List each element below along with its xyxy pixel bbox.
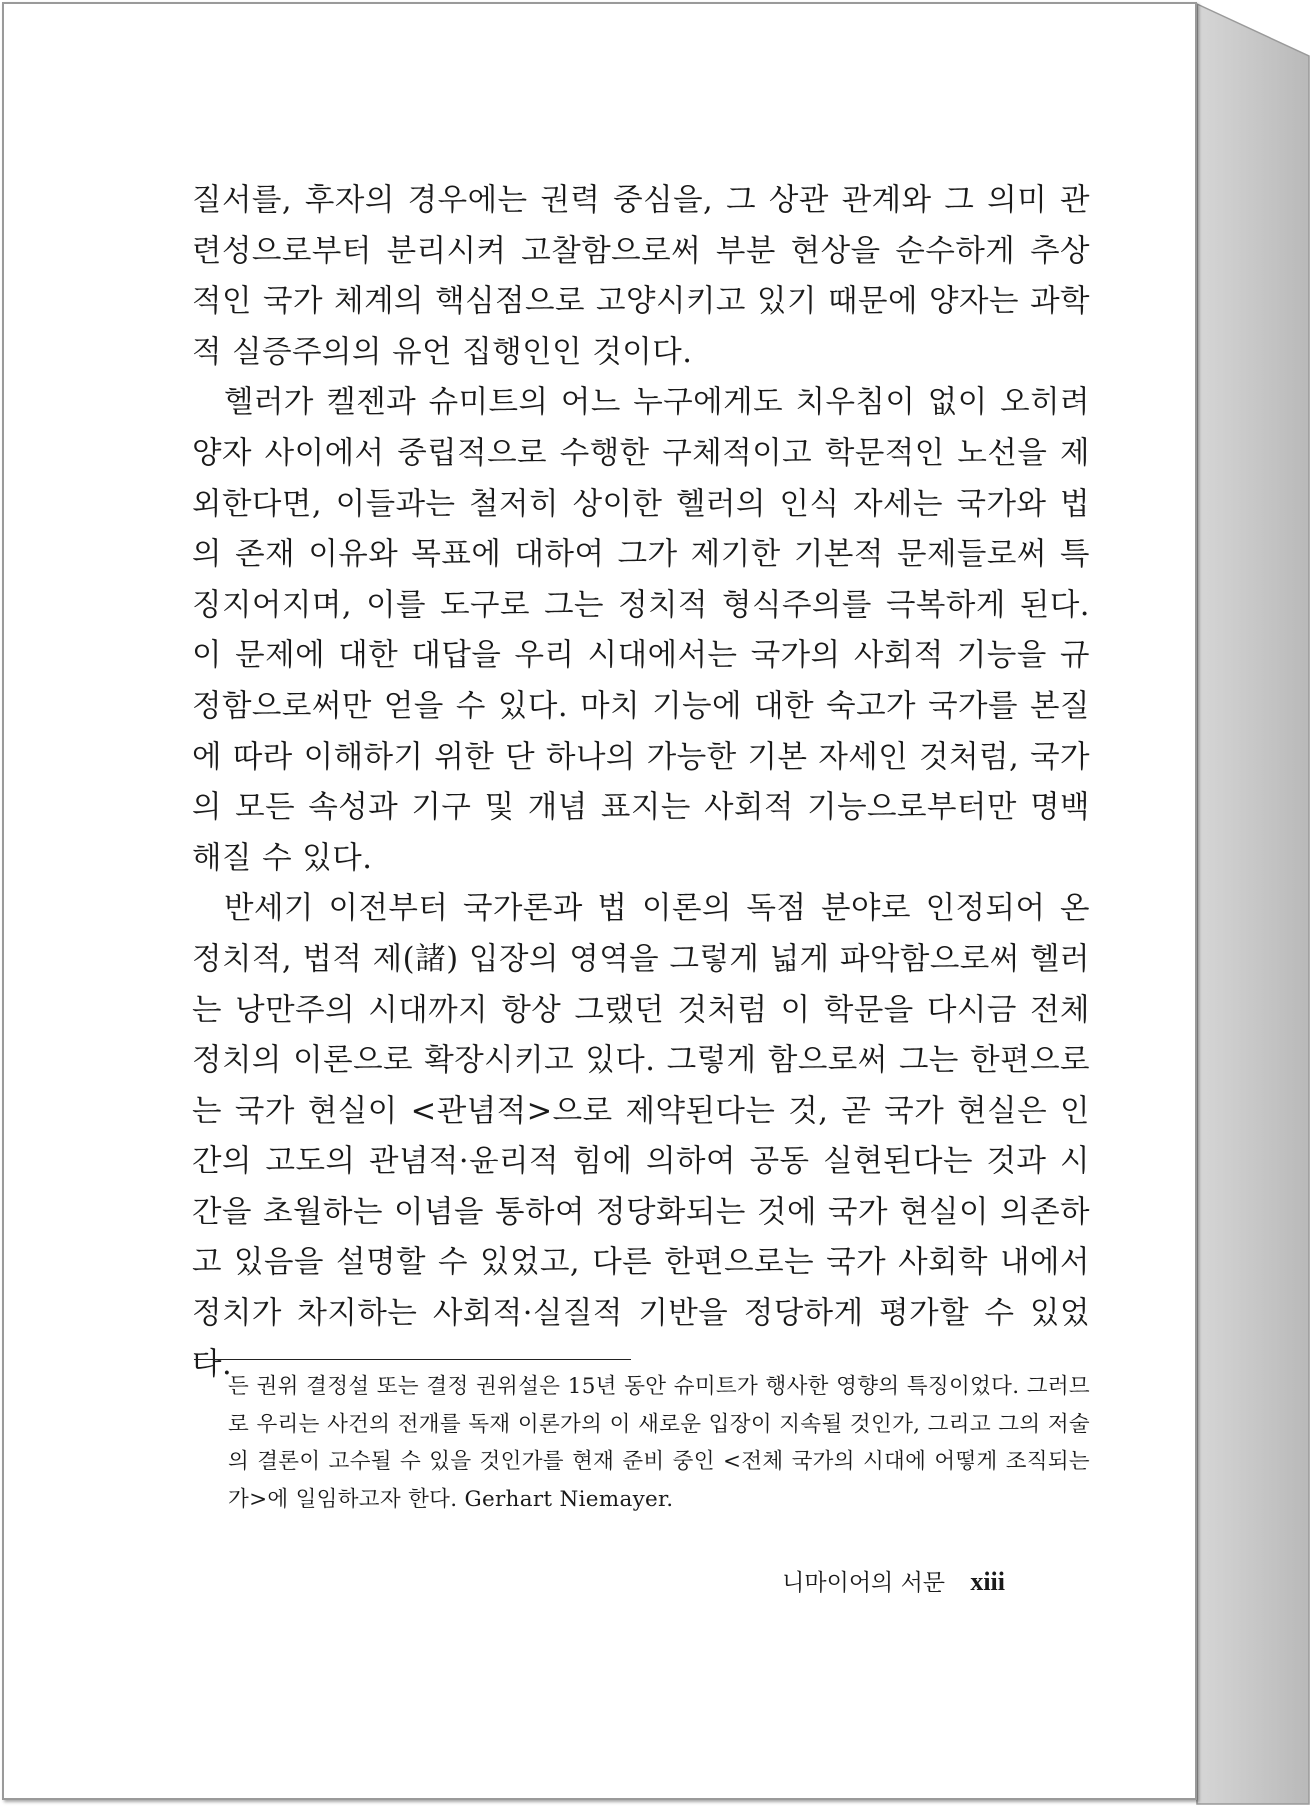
footnote: 든 권위 결정설 또는 결정 권위설은 15년 동안 슈미트가 행사한 영향의 특징이었다. 그러므로 우리는 사건의 전개를 독재 이론가의 이 새로운 입장이 지속될 것인가, 그리고 그의 저술의 결론이 고수될 수 있을 것인가를 현재 준비 중인 <전체 국가의 시대에 어떻게 조직되는가>에 일임하고자 한다. Gerhart Niemayer.: [228, 1374, 1090, 1512]
page-number: xiii: [970, 1567, 1005, 1596]
footnote-separator: [194, 1359, 631, 1360]
running-head: 니마이어의 서문: [782, 1570, 946, 1596]
paragraph: 헬러가 켈젠과 슈미트의 어느 누구에게도 치우침이 없이 오히려 양자 사이에서 중립적으로 수행한 구체적이고 학문적인 노선을 제외한다면, 이들과는 철저히 상이한 헬러의 인식 자세는 국가와 법의 존재 이유와 목표에 대하여 그가 제기한 기본적 문제들로써 특징지어지며, 이를 도구로 그는 정치적 형식주의를 극복하게 된다. 이 문제에 대한 대답을 우리 시대에서는 국가의 사회적 기능을 규정함으로써만 얻을 수 있다. 마치 기능에 대한 숙고가 국가를 본질에 따라 이해하기 위한 단 하나의 가능한 기본 자세인 것처럼, 국가의 모든 속성과 기구 및 개념 표지는 사회적 기능으로부터만 명백해질 수 있다.: [192, 385, 1090, 876]
book-page: [2, 2, 1197, 1800]
paragraph: 질서를, 후자의 경우에는 권력 중심을, 그 상관 관계와 그 의미 관련성으로부터 분리시켜 고찰함으로써 부분 현상을 순수하게 추상적인 국가 체계의 핵심점으로 고양시키고 있기 때문에 양자는 과학적 실증주의의 유언 집행인인 것이다.: [192, 183, 1090, 370]
body-text: [192, 176, 1090, 1390]
page-footer: [782, 1567, 1005, 1598]
paragraph: 반세기 이전부터 국가론과 법 이론의 독점 분야로 인정되어 온 정치적, 법적 제(諸) 입장의 영역을 그렇게 넓게 파악함으로써 헬러는 낭만주의 시대까지 항상 그랬던 것처럼 이 학문을 다시금 전체 정치의 이론으로 확장시키고 있다. 그렇게 함으로써 그는 한편으로는 국가 현실이 <관념적>으로 제약된다는 것, 곧 국가 현실은 인간의 고도의 관념적·윤리적 힘에 의하여 공동 실현된다는 것과 시간을 초월하는 이념을 통하여 정당화되는 것에 국가 현실이 의존하고 있음을 설명할 수 있었고, 다른 한편으로는 국가 사회학 내에서 정치가 차지하는 사회적·실질적 기반을 정당하게 평가할 수 있었다.: [192, 891, 1090, 1382]
